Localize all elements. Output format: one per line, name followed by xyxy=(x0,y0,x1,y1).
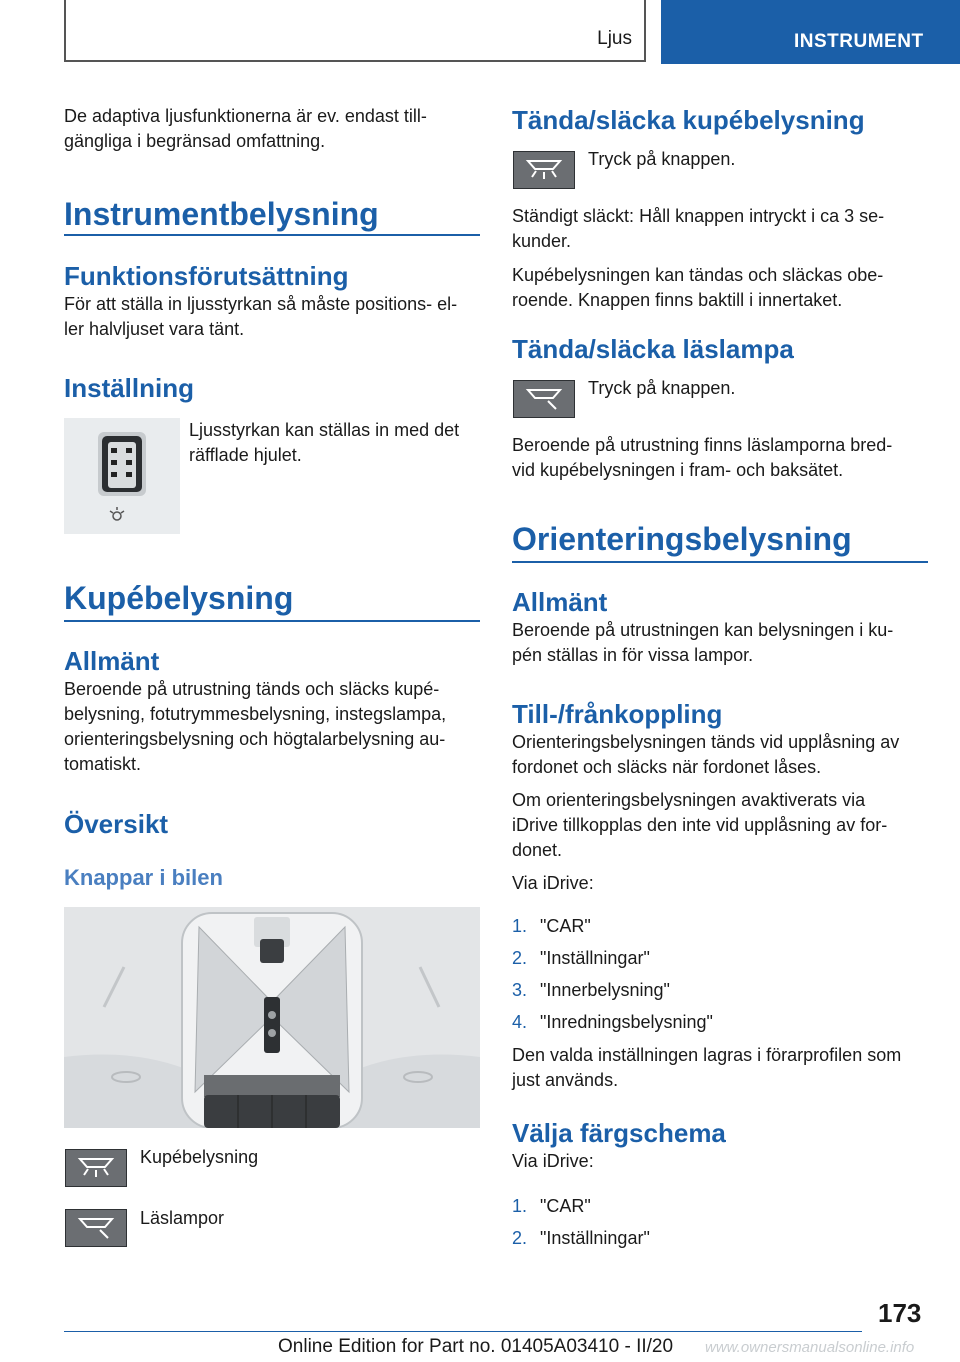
list-number: 3. xyxy=(512,980,528,1000)
kupe-paragraphs xyxy=(512,204,932,313)
legend-label: Läslampor xyxy=(140,1208,225,1228)
subsection-allmant-2 xyxy=(512,586,932,668)
heading-valja-fargschema: Välja färgschema xyxy=(512,1118,726,1148)
heading-rule xyxy=(64,234,480,236)
allm-line-2: belysning, fotutrymmesbelysning, instegslampa, xyxy=(64,704,447,724)
via-idrive-2: Via iDrive: xyxy=(512,1151,594,1171)
header-box xyxy=(64,0,646,62)
allm-line-3: orienteringsbelysning och högtalarbelysning au- xyxy=(64,729,446,749)
inst-line-1: Ljusstyrkan kan ställas in med det xyxy=(189,420,460,440)
interior-light-icon xyxy=(65,1149,127,1187)
legend-kupebelysning xyxy=(140,1145,258,1170)
ber-line-1: Beroende på utrustning finns läslamporna bred- xyxy=(512,435,893,455)
list-number: 2. xyxy=(512,948,528,968)
list-number: 1. xyxy=(512,1196,528,1216)
list-text: "Inställningar" xyxy=(540,1228,650,1248)
heading-allmant: Allmänt xyxy=(64,646,160,676)
den-line-2: just används. xyxy=(512,1070,619,1090)
roof-console-image xyxy=(64,907,480,1128)
heading-knappar-i-bilen: Knappar i bilen xyxy=(64,865,223,890)
stand-line-2: kunder. xyxy=(512,231,572,251)
ber-line-2: vid kupébelysningen i fram- och baksätet. xyxy=(512,460,844,480)
tryck-text-1 xyxy=(588,147,735,172)
heading-till-frankoppling: Till-/frånkoppling xyxy=(512,699,723,729)
footer-rule xyxy=(64,1331,862,1332)
list-item xyxy=(512,946,650,971)
subsection-tanda-kupe xyxy=(512,104,932,136)
intro-line-1: De adaptiva ljusfunktionerna är ev. endast till- xyxy=(64,106,427,126)
list-text: "CAR" xyxy=(540,1196,591,1216)
subsection-allmant xyxy=(64,645,484,777)
installning-text xyxy=(189,418,484,468)
list-item xyxy=(512,1010,713,1035)
section-instrumentbelysning xyxy=(64,194,480,236)
reading-light-button-icon xyxy=(513,380,575,418)
list-item xyxy=(512,978,670,1003)
kupe-line-1: Kupébelysningen kan tändas och släckas obe- xyxy=(512,265,884,285)
heading-kupebelysning: Kupébelysning xyxy=(64,580,294,616)
subsection-valja-fargschema xyxy=(512,1117,932,1174)
list-item xyxy=(512,1194,591,1219)
section-title: Ljus xyxy=(597,28,632,49)
interior-light-button-icon xyxy=(513,151,575,189)
subsection-till-fran xyxy=(512,698,932,896)
instruction: Tryck på knappen. xyxy=(588,378,736,398)
subsection-tanda-las xyxy=(512,333,932,365)
list-text: "Inredningsbelysning" xyxy=(540,1012,713,1032)
list-number: 2. xyxy=(512,1228,528,1248)
section-kupebelysning xyxy=(64,578,480,622)
heading-rule xyxy=(512,561,928,563)
heading-funktionsforutsattning: Funktionsförutsättning xyxy=(64,261,349,291)
dimmer-wheel-image xyxy=(64,418,180,534)
inst-line-2: räfflade hjulet. xyxy=(189,445,302,465)
list-text: "Inställningar" xyxy=(540,948,650,968)
chapter-tab[interactable]: INSTRUMENT xyxy=(661,0,960,64)
heading-installning: Inställning xyxy=(64,373,194,403)
om-line-1: Om orienteringsbelysningen avaktiverats via xyxy=(512,790,866,810)
list-item xyxy=(512,1226,650,1251)
or-line-2: fordonet och släcks när fordonet låses. xyxy=(512,757,822,777)
instruction: Tryck på knappen. xyxy=(588,149,736,169)
page-number: 173 xyxy=(878,1298,922,1328)
or-line-1: Orienteringsbelysningen tänds vid upplåsning av xyxy=(512,732,900,752)
heading-orienteringsbelysning: Orienteringsbelysning xyxy=(512,521,852,557)
list-item xyxy=(512,914,591,939)
funk-line-1: För att ställa in ljusstyrkan så måste positions- el- xyxy=(64,294,458,314)
list-number: 1. xyxy=(512,916,528,936)
kupe-line-2: roende. Knappen finns baktill i innertaket. xyxy=(512,290,843,310)
heading-rule xyxy=(64,620,480,622)
legend-laslampor xyxy=(140,1206,224,1231)
heading-tanda-slacka-laslampa: Tända/släcka läslampa xyxy=(512,334,794,364)
via-idrive-1: Via iDrive: xyxy=(512,873,594,893)
subsection-oversikt xyxy=(64,808,484,840)
allm-line-4: tomatiskt. xyxy=(64,754,142,774)
reading-light-icon xyxy=(65,1209,127,1247)
legend-label: Kupébelysning xyxy=(140,1147,259,1167)
heading-instrumentbelysning: Instrumentbelysning xyxy=(64,196,379,232)
list-text: "Innerbelysning" xyxy=(540,980,670,1000)
ber2-line-2: pén ställas in för vissa lampor. xyxy=(512,645,754,665)
den-line-1: Den valda inställningen lagras i förarprofilen som xyxy=(512,1045,902,1065)
om-line-2: iDrive tillkopplas den inte vid upplåsning av for- xyxy=(512,815,888,835)
ber2-line-1: Beroende på utrustningen kan belysningen i ku- xyxy=(512,620,894,640)
subsection-knappar xyxy=(64,863,484,893)
watermark: www.ownersmanualsonline.info xyxy=(705,1339,915,1356)
list-number: 4. xyxy=(512,1012,528,1032)
tryck-text-2 xyxy=(588,376,735,401)
om-line-3: donet. xyxy=(512,840,563,860)
stand-line-1: Ständigt släckt: Håll knappen intryckt i ca 3 se- xyxy=(512,206,885,226)
intro-line-2: gängliga i begränsad omfattning. xyxy=(64,131,326,151)
list-text: "CAR" xyxy=(540,916,591,936)
left-column xyxy=(64,104,484,154)
section-orienteringsbelysning xyxy=(512,519,928,563)
subsection-funktion xyxy=(64,260,484,342)
den-valda-paragraph xyxy=(512,1043,932,1093)
heading-oversikt: Översikt xyxy=(64,809,169,839)
heading-allmant: Allmänt xyxy=(512,587,608,617)
allm-line-1: Beroende på utrustning tänds och släcks kupé- xyxy=(64,679,440,699)
edition-text: Online Edition for Part no. 01405A03410 - II/20 xyxy=(278,1336,674,1357)
funk-line-2: ler halvljuset vara tänt. xyxy=(64,319,245,339)
subsection-installning xyxy=(64,372,484,404)
las-paragraph xyxy=(512,433,932,483)
heading-tanda-slacka-kupebelysning: Tända/släcka kupébelysning xyxy=(512,105,865,135)
